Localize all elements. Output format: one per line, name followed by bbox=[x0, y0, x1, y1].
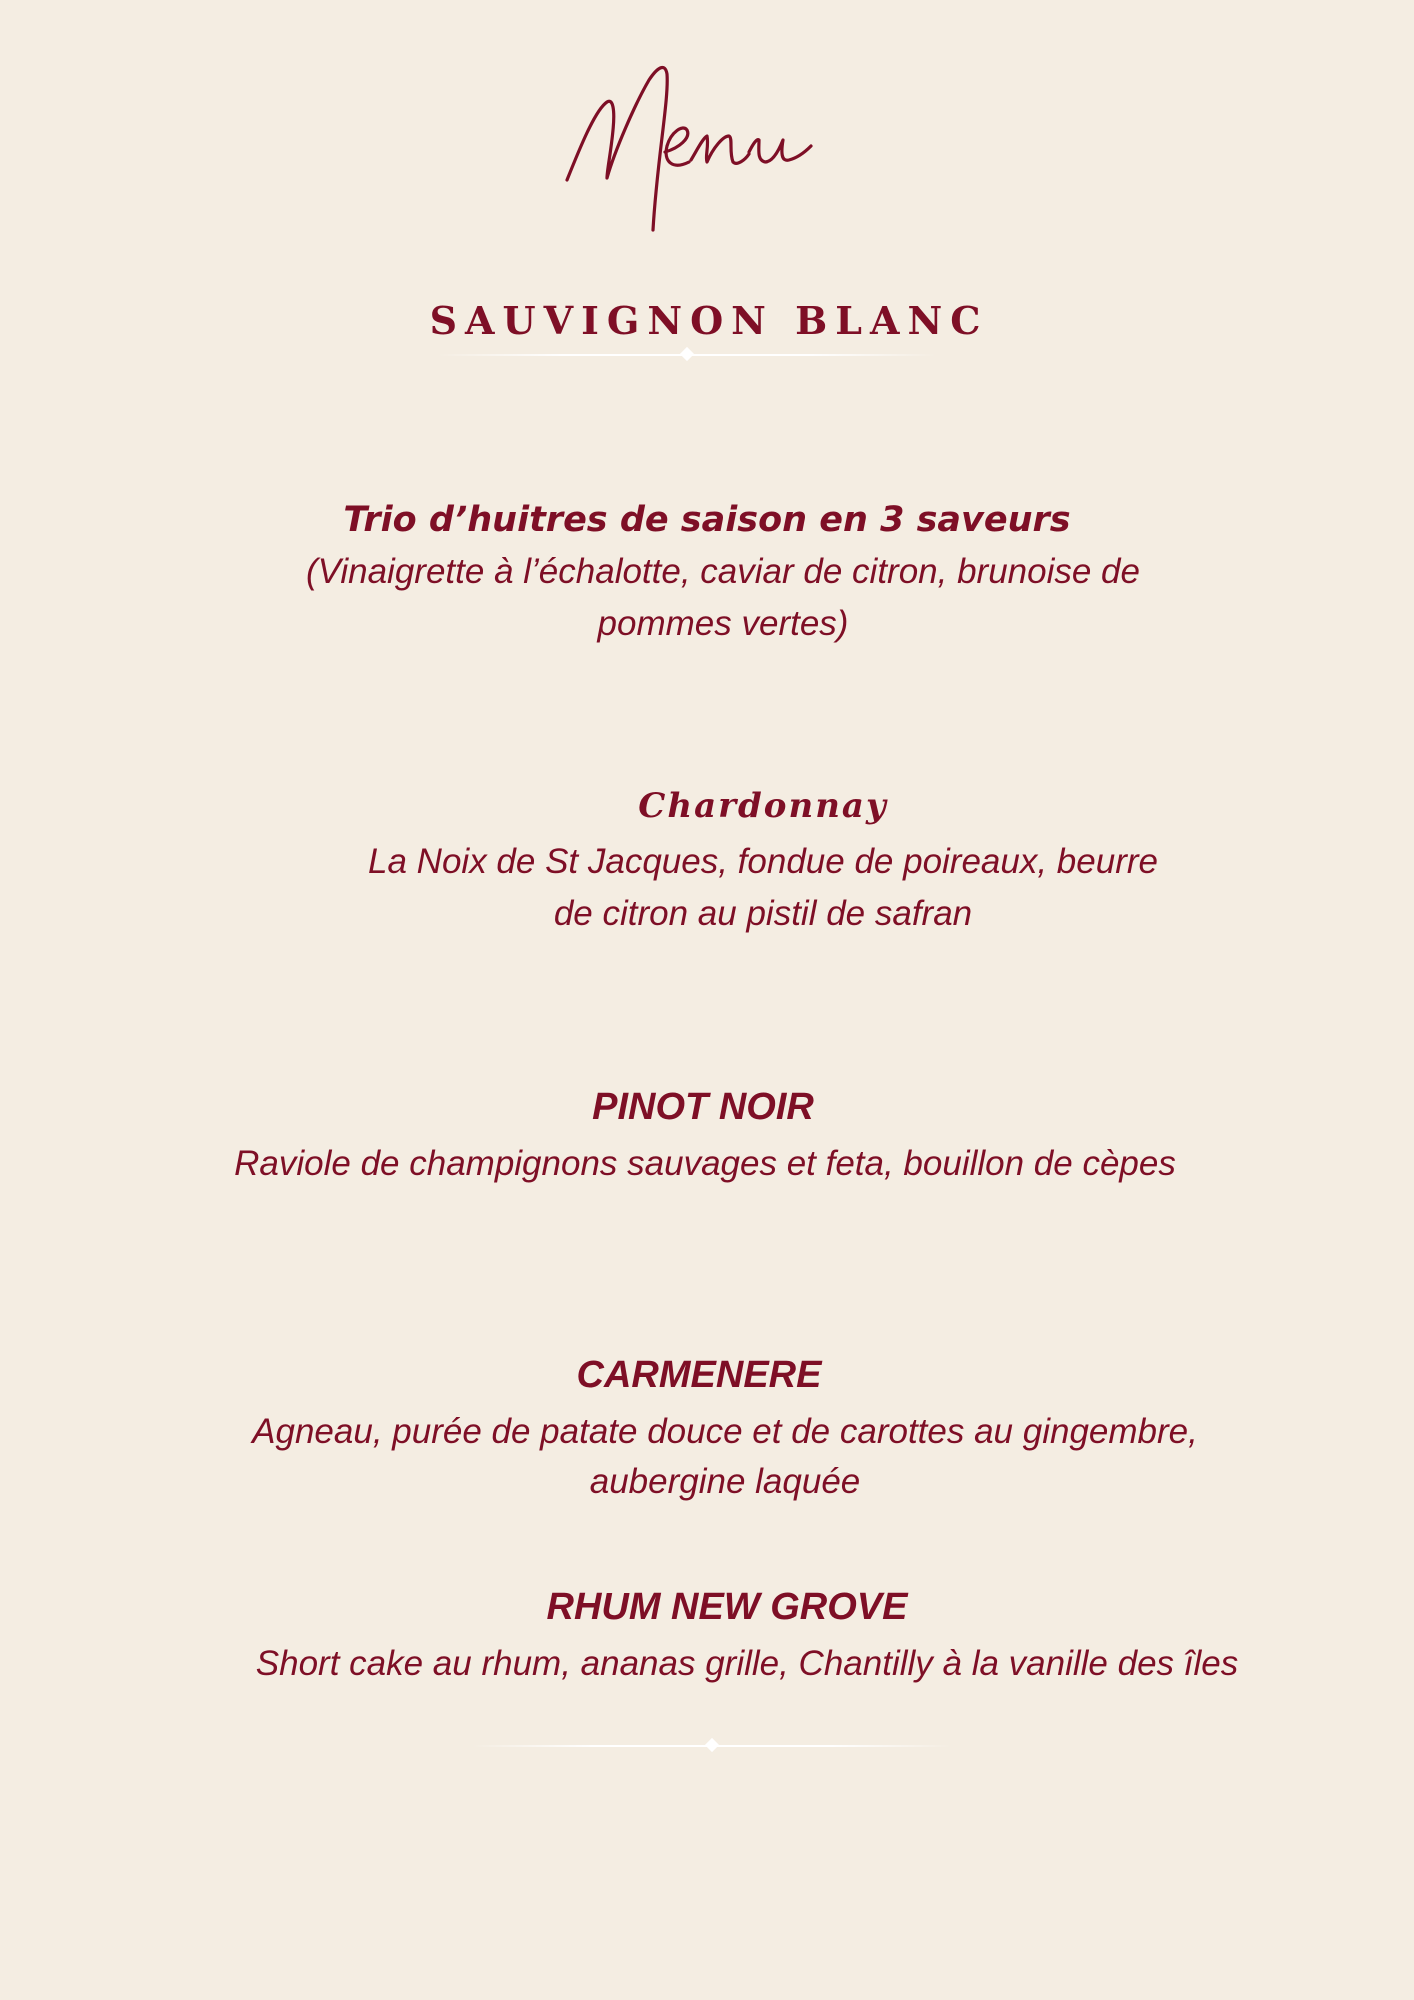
wine-pinot-noir: PINOT NOIR bbox=[592, 1086, 814, 1128]
footer-divider bbox=[472, 1739, 952, 1753]
wine-rhum-new-grove: RHUM NEW GROVE bbox=[546, 1586, 908, 1628]
dish-description-line: Raviole de champignons sauvages et feta, bouillon de cèpes bbox=[234, 1144, 1176, 1183]
menu-title bbox=[0, 40, 1414, 270]
dish-description-line: Agneau, purée de patate douce et de carottes au gingembre, bbox=[252, 1412, 1198, 1451]
wine-sauvignon-blanc: SAUVIGNON BLANC bbox=[429, 298, 989, 343]
dish-title-oysters: Trio d’huitres de saison en 3 saveurs bbox=[343, 500, 1071, 540]
dish-description-line: (Vinaigrette à l’échalotte, caviar de citron, brunoise de bbox=[305, 552, 1140, 591]
wine-chardonnay: Chardonnay bbox=[638, 786, 888, 826]
menu-title-script bbox=[557, 40, 857, 260]
diamond-icon bbox=[705, 1738, 719, 1752]
dish-description-line: pommes vertes) bbox=[597, 604, 849, 643]
dish-description-line: Short cake au rhum, ananas grille, Chantilly à la vanille des îles bbox=[255, 1644, 1239, 1683]
dish-description-line: aubergine laquée bbox=[589, 1462, 861, 1501]
wine-carmenere: CARMENERE bbox=[576, 1354, 822, 1396]
dish-description-line: de citron au pistil de safran bbox=[553, 894, 973, 933]
dish-description-line: La Noix de St Jacques, fondue de poireaux, beurre bbox=[368, 842, 1158, 881]
diamond-icon bbox=[680, 347, 694, 361]
header-divider bbox=[437, 348, 937, 362]
